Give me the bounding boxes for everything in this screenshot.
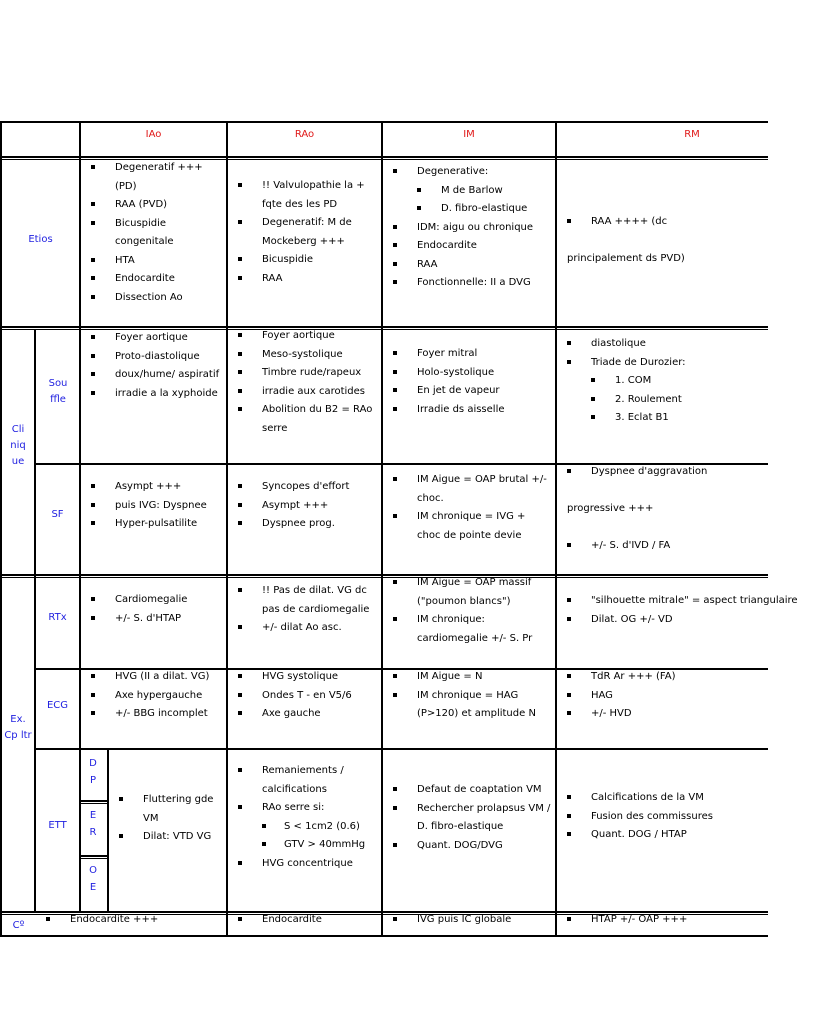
list-item: RAA (PVD) [81, 196, 221, 215]
row-label-etios: Etios [28, 234, 53, 245]
list-item: Syncopes d'effort [228, 478, 376, 497]
column-header-rm: RM [684, 129, 700, 140]
list-item: Dyspnee prog. [228, 515, 376, 534]
list-item: Fluttering gde VM [109, 791, 223, 828]
list-item: IDM: aigu ou chronique [383, 219, 551, 238]
list-item: M de Barlow [383, 182, 551, 201]
list-item: Irradie ds aisselle [383, 401, 551, 420]
cell-etios-im [383, 163, 551, 293]
list-item: RAA ++++ (dc [557, 213, 768, 232]
list-item [557, 232, 768, 251]
cell-co-iao [36, 911, 224, 930]
cell-rtx-rm [557, 592, 798, 629]
list-item: Endocardite [81, 270, 221, 289]
row-label-ecg: ECG [46, 700, 69, 711]
list-item: diastolique [557, 335, 768, 354]
column-header-im: IM [463, 129, 475, 140]
cell-souffle-rao [228, 327, 376, 438]
group-label-examens-complementaires: Ex. Cp ltr [4, 714, 32, 741]
list-item: Quant. DOG/DVG [383, 837, 551, 856]
list-item: Foyer aortique [81, 329, 221, 348]
list-item: Dilat: VTD VG [109, 828, 223, 847]
cell-ett-rao [228, 762, 376, 873]
valvulopathies-table [0, 121, 798, 937]
list-item: 1. COM [557, 372, 768, 391]
cell-rtx-im [383, 574, 551, 648]
list-item: !! Valvulopathie la + fqte des les PD [228, 177, 376, 214]
list-item: IM Aigue = N [383, 668, 551, 687]
group-label-clinique: Cli niq ue [10, 424, 26, 467]
list-item: Dissection Ao [81, 289, 221, 308]
list-item: IM Aigue = OAP brutal +/- choc. [383, 471, 551, 508]
cell-etios-iao [81, 159, 221, 307]
list-item: Dyspnee d'aggravation [557, 463, 768, 482]
cell-ecg-rao [228, 668, 376, 724]
cell-souffle-im [383, 345, 551, 419]
list-item: S < 1cm2 (0.6) [228, 818, 376, 837]
cell-souffle-iao [81, 329, 221, 403]
list-item: Bicuspidie [228, 251, 376, 270]
list-item: !! Pas de dilat. VG dc pas de cardiomegalie [228, 582, 376, 619]
list-item: +/- dilat Ao asc. [228, 619, 376, 638]
list-item: 3. Eclat B1 [557, 409, 768, 428]
list-item: irradie aux carotides [228, 383, 376, 402]
list-item: HAG [557, 687, 768, 706]
cell-ecg-iao [81, 668, 221, 724]
row-label-co: Cº [12, 920, 25, 931]
list-item: HTAP +/- OAP +++ [557, 911, 768, 930]
list-item: HTA [81, 252, 221, 271]
list-item: doux/hume/ aspiratif [81, 366, 221, 385]
list-item: IM chronique: cardiomegalie +/- S. Pr [383, 611, 551, 648]
cell-sf-rao [228, 478, 376, 534]
list-item: RAA [228, 270, 376, 289]
list-item: Endocardite +++ [36, 911, 224, 930]
list-item: IM chronique = HAG (P>120) et amplitude N [383, 687, 551, 724]
list-item: Degeneratif +++ (PD) [81, 159, 221, 196]
list-item: Triade de Durozier: [557, 354, 768, 373]
list-item: Foyer aortique [228, 327, 376, 346]
cell-sf-im [383, 471, 551, 545]
list-item: Fusion des commissures [557, 808, 768, 827]
list-item: principalement ds PVD) [567, 253, 685, 264]
list-item: "silhouette mitrale" = aspect triangulaire [557, 592, 768, 611]
list-item: Meso-systolique [228, 346, 376, 365]
row-label-sf: SF [51, 509, 64, 520]
cell-ett-rm [557, 789, 768, 845]
list-item: +/- S. d'IVD / FA [557, 537, 768, 556]
list-item: Calcifications de la VM [557, 789, 768, 808]
cell-co-rao [228, 911, 376, 930]
list-item: Foyer mitral [383, 345, 551, 364]
cell-ecg-rm [557, 668, 768, 724]
list-item: Holo-systolique [383, 364, 551, 383]
cell-sf-iao [81, 478, 221, 534]
list-item: Axe gauche [228, 705, 376, 724]
list-item: Endocardite [228, 911, 376, 930]
list-item [557, 482, 768, 501]
cell-co-rm [557, 911, 768, 930]
cell-co-im [383, 911, 551, 930]
row-label-ett: ETT [48, 820, 67, 831]
list-item: Degenerative: [383, 163, 551, 182]
list-item: +/- BBG incomplet [81, 705, 221, 724]
column-header-rao: RAo [294, 129, 315, 140]
list-item: RAo serre si: [228, 799, 376, 818]
list-item: RAA [383, 256, 551, 275]
cell-sf-rm [557, 463, 768, 556]
list-item: puis IVG: Dyspnee [81, 497, 221, 516]
list-item: 2. Roulement [557, 391, 768, 410]
list-item [557, 519, 768, 538]
list-item: Asympt +++ [81, 478, 221, 497]
list-item: Rechercher prolapsus VM / D. fibro-elastique [383, 800, 551, 837]
list-item: D. fibro-elastique [383, 200, 551, 219]
list-item: Cardiomegalie [81, 591, 221, 610]
list-item: Endocardite [383, 237, 551, 256]
cell-ecg-im [383, 668, 551, 724]
cell-etios-rao [228, 177, 376, 288]
list-item: Degeneratif: M de Mockeberg +++ [228, 214, 376, 251]
list-item: Ondes T - en V5/6 [228, 687, 376, 706]
list-item: +/- HVD [557, 705, 768, 724]
ett-label-dp: D P [89, 758, 97, 786]
list-item: Dilat. OG +/- VD [557, 611, 768, 630]
cell-etios-rm [557, 213, 768, 269]
list-item: irradie a la xyphoide [81, 385, 221, 404]
cell-ett-iao [109, 791, 223, 847]
list-item: progressive +++ [567, 503, 654, 514]
list-item: IVG puis IC globale [383, 911, 551, 930]
list-item: HVG systolique [228, 668, 376, 687]
list-item: +/- S. d'HTAP [81, 610, 221, 629]
list-item: HVG (II a dilat. VG) [81, 668, 221, 687]
row-label-souffle: Sou ffle [48, 378, 68, 405]
cell-rtx-iao [81, 591, 221, 628]
list-item: Proto-diastolique [81, 348, 221, 367]
list-item: TdR Ar +++ (FA) [557, 668, 768, 687]
list-item: Fonctionnelle: II a DVG [383, 274, 551, 293]
row-label-rtx: RTx [48, 612, 67, 623]
list-item: En jet de vapeur [383, 382, 551, 401]
list-item: HVG concentrique [228, 855, 376, 874]
list-item: Timbre rude/rapeux [228, 364, 376, 383]
list-item: GTV > 40mmHg [228, 836, 376, 855]
list-item: Bicuspidie congenitale [81, 215, 221, 252]
list-item: IM Aigue = OAP massif ("poumon blancs") [383, 574, 551, 611]
list-item: Hyper-pulsatilite [81, 515, 221, 534]
list-item: Defaut de coaptation VM [383, 781, 551, 800]
list-item: IM chronique = IVG + choc de pointe devie [383, 508, 551, 545]
column-header-iao: IAo [145, 129, 162, 140]
ett-label-er: E R [89, 810, 97, 838]
list-item: Quant. DOG / HTAP [557, 826, 768, 845]
cell-souffle-rm [557, 335, 768, 428]
list-item: Remaniements / calcifications [228, 762, 376, 799]
list-item: Axe hypergauche [81, 687, 221, 706]
list-item: Abolition du B2 = RAo serre [228, 401, 376, 438]
cell-rtx-rao [228, 582, 376, 638]
list-item: Asympt +++ [228, 497, 376, 516]
ett-label-oe: O E [89, 865, 97, 893]
cell-ett-im [383, 781, 551, 855]
